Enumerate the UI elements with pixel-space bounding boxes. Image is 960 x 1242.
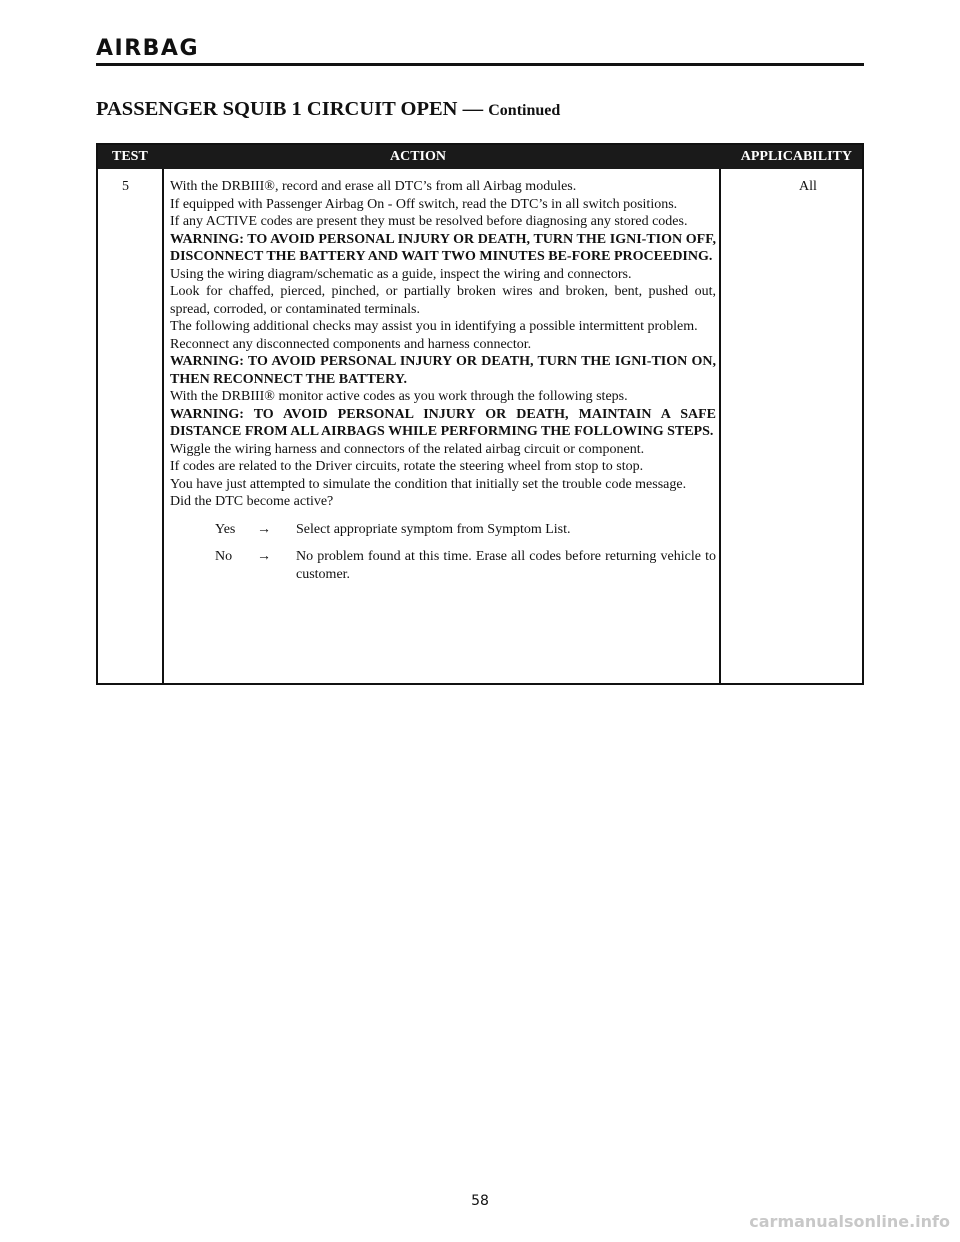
warning-paragraph: WARNING: TO AVOID PERSONAL INJURY OR DEATH, TURN THE IGNI-TION OFF, DISCONNECT THE BATTERY AND WAIT TWO MINUTES BE-FORE PROCEEDING. xyxy=(170,231,716,264)
page-title-main: PASSENGER SQUIB 1 CIRCUIT OPEN — xyxy=(96,98,484,120)
result-row-yes xyxy=(170,521,716,539)
result-text: No problem found at this time. Erase all codes before returning vehicle to customer. xyxy=(296,549,716,582)
result-row-no xyxy=(170,548,716,583)
instruction-paragraph: Reconnect any disconnected components and harness connector. xyxy=(170,336,532,352)
instruction-paragraph: With the DRBIII® monitor active codes as you work through the following steps. xyxy=(170,389,628,404)
action-cell xyxy=(170,178,716,583)
instruction-paragraph: You have just attempted to simulate the condition that initially set the trouble code message. xyxy=(170,476,687,492)
result-label: Yes xyxy=(215,521,236,537)
section-divider xyxy=(96,63,864,66)
instruction-paragraph: Using the wiring diagram/schematic as a guide, inspect the wiring and connectors. xyxy=(170,266,632,282)
instruction-paragraph: Did the DTC become active? xyxy=(170,494,334,509)
page-title-continued: Continued xyxy=(488,102,561,119)
table-header xyxy=(98,145,862,169)
column-divider xyxy=(162,169,164,683)
header-applicability: APPLICABILITY xyxy=(740,149,852,164)
arrow-icon: → xyxy=(257,549,271,564)
result-text: Select appropriate symptom from Symptom List. xyxy=(296,521,571,537)
instruction-paragraph: With the DRBIII®, record and erase all DTC’s from all Airbag modules. xyxy=(170,179,577,194)
instruction-paragraph: If any ACTIVE codes are present they must be resolved before diagnosing any stored codes. xyxy=(170,214,688,229)
watermark: carmanualsonline.info xyxy=(749,1212,950,1231)
page-title xyxy=(96,96,560,124)
instruction-paragraph: Look for chaffed, pierced, pinched, or partially broken wires and broken, bent, pushed out, spread, corroded, or contaminated terminals. xyxy=(170,284,716,317)
applicability-value: All xyxy=(799,179,817,194)
instruction-paragraph: If equipped with Passenger Airbag On - Off switch, read the DTC’s in all switch positions. xyxy=(170,196,678,212)
instruction-paragraph: Wiggle the wiring harness and connectors of the related airbag circuit or component. xyxy=(170,441,645,457)
header-action: ACTION xyxy=(389,149,446,164)
arrow-icon: → xyxy=(257,521,271,537)
result-label: No xyxy=(215,549,233,564)
warning-paragraph: WARNING: TO AVOID PERSONAL INJURY OR DEATH, MAINTAIN A SAFE DISTANCE FROM ALL AIRBAGS WHILE PERFORMING THE FOLLOWING STEPS. xyxy=(170,406,716,439)
header-test: TEST xyxy=(112,149,148,164)
instruction-paragraph: The following additional checks may assist you in identifying a possible intermittent problem. xyxy=(170,319,698,334)
instruction-paragraph: If codes are related to the Driver circuits, rotate the steering wheel from stop to stop. xyxy=(170,459,644,474)
column-divider xyxy=(719,169,721,683)
test-number: 5 xyxy=(122,179,129,194)
section-header: AIRBAG xyxy=(96,36,200,61)
test-table xyxy=(96,143,864,685)
page-number: 58 xyxy=(471,1193,489,1209)
warning-paragraph: WARNING: TO AVOID PERSONAL INJURY OR DEATH, TURN THE IGNI-TION ON, THEN RECONNECT THE BATTERY. xyxy=(170,354,716,387)
